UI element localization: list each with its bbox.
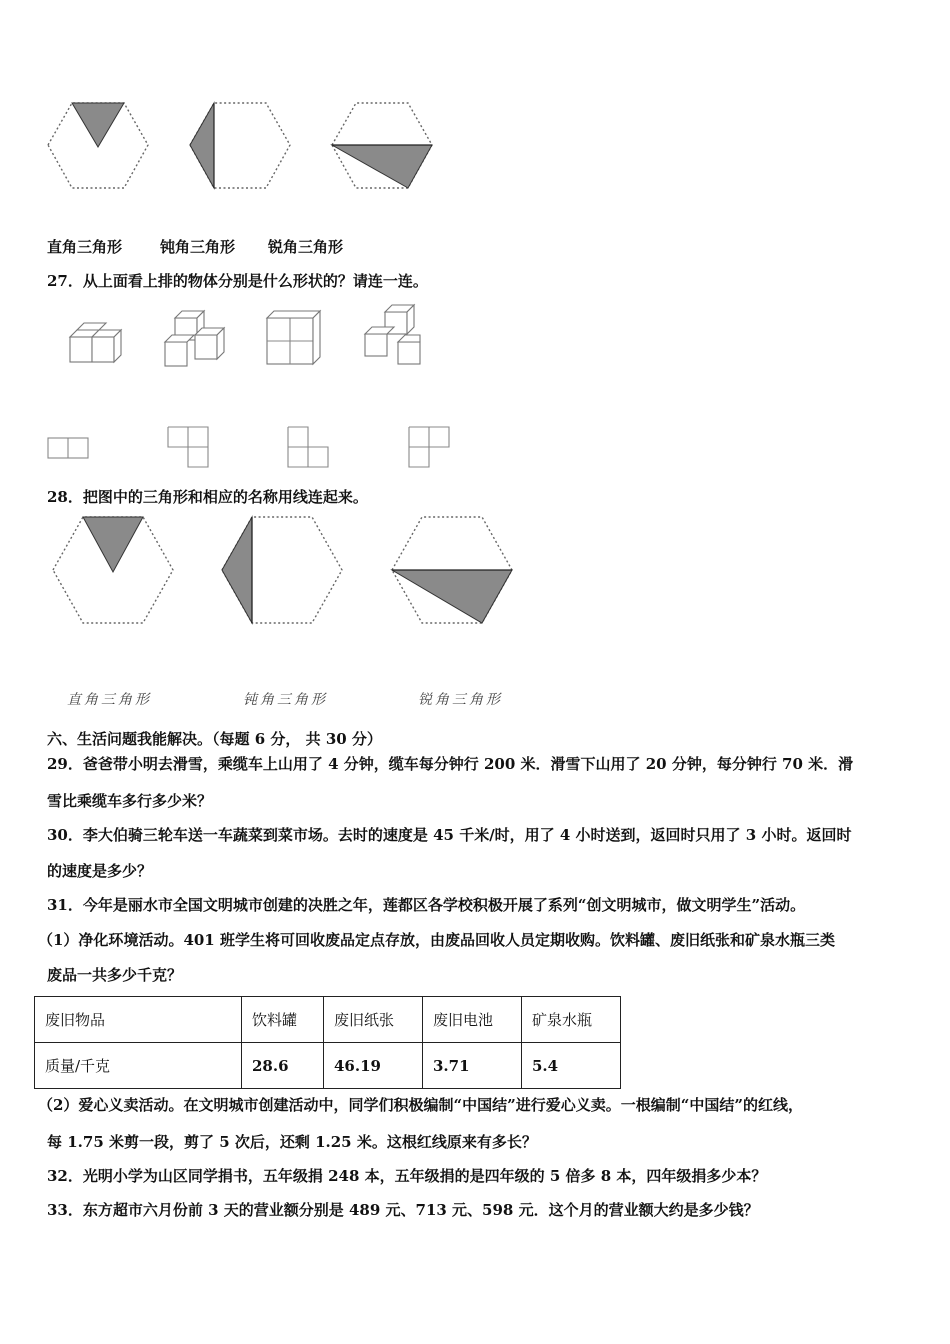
question-30-line-2: 的速度是多少？ xyxy=(47,862,153,880)
table-header-cell: 矿泉水瓶 xyxy=(522,997,621,1043)
question-30-line-1: 30．李大伯骑三轮车送一车蔬菜到菜市场。去时的速度是 45 千米/时，用了 4 小时送到，返回时只用了 3 小时。返回时 xyxy=(47,826,852,844)
question-31-part-2-line-1: （2）爱心义卖活动。在文明城市创建活动中，同学们积极编制“中国结”进行爱心义卖。一根编制“中国结”的红线， xyxy=(38,1096,803,1114)
question-29-line-2: 雪比乘缆车多行多少米？ xyxy=(47,792,213,810)
table-cell: 28.6 xyxy=(242,1043,324,1089)
question-33: 33．东方超市六月份前 3 天的营业额分别是 489 元、713 元、598 元．这个月的营业额大约是多少钱？ xyxy=(47,1201,759,1219)
question-31-part-1-line-2: 废品一共多少千克？ xyxy=(47,966,183,984)
waste-table xyxy=(34,996,621,1089)
table-cell: 46.19 xyxy=(324,1043,423,1089)
table-row-label: 质量/千克 xyxy=(35,1043,242,1089)
question-32: 32．光明小学为山区同学捐书，五年级捐 248 本，五年级捐的是四年级的 5 倍多 8 本，四年级捐多少本？ xyxy=(47,1167,767,1185)
table-header-cell: 废旧电池 xyxy=(423,997,522,1043)
q28-label-obtuse-triangle: 钝角三角形 xyxy=(243,692,328,708)
table-row xyxy=(35,1043,621,1089)
question-28: 28．把图中的三角形和相应的名称用线连起来。 xyxy=(47,488,368,506)
question-31-part-1-line-1: （1）净化环境活动。401 班学生将可回收废品定点存放，由废品回收人员定期收购。饮料罐、废旧纸张和矿泉水瓶三类 xyxy=(38,931,835,949)
question-31-line-1: 31．今年是丽水市全国文明城市创建的决胜之年，莲都区各学校积极开展了系列“创文明城市，做文明学生”活动。 xyxy=(47,896,806,914)
q28-label-right-triangle: 直角三角形 xyxy=(67,692,152,708)
table-cell: 3.71 xyxy=(423,1043,522,1089)
table-header-cell: 废旧物品 xyxy=(35,997,242,1043)
question-31-part-2-line-2: 每 1.75 米剪一段，剪了 5 次后，还剩 1.25 米。这根红线原来有多长？ xyxy=(47,1133,537,1151)
label-right-triangle: 直角三角形 xyxy=(47,238,123,256)
table-header-cell: 废旧纸张 xyxy=(324,997,423,1043)
label-obtuse-triangle: 钝角三角形 xyxy=(160,238,236,256)
table-cell: 5.4 xyxy=(522,1043,621,1089)
question-29-line-1: 29．爸爸带小明去滑雪，乘缆车上山用了 4 分钟，缆车每分钟行 200 米．滑雪下山用了 20 分钟，每分钟行 70 米．滑 xyxy=(47,755,854,773)
q28-label-acute-triangle: 锐角三角形 xyxy=(418,692,503,708)
question-27: 27．从上面看上排的物体分别是什么形状的？请连一连。 xyxy=(47,272,428,290)
table-header-row xyxy=(35,997,621,1043)
label-acute-triangle: 锐角三角形 xyxy=(268,238,344,256)
table-header-cell: 饮料罐 xyxy=(242,997,324,1043)
section-6-title: 六、生活问题我能解决。（每题 6 分， 共 30 分） xyxy=(47,730,382,748)
